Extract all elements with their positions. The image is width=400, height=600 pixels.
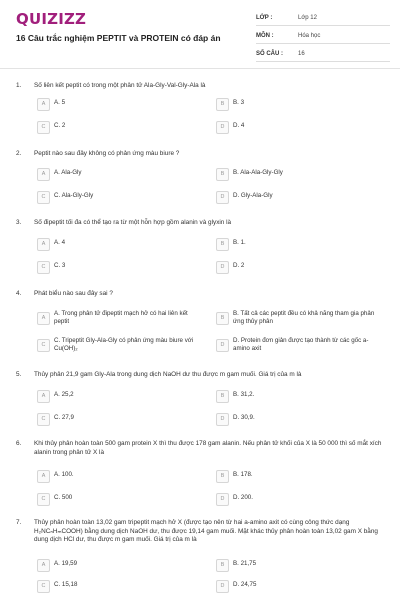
page-title: 16 Câu trắc nghiệm PEPTIT và PROTEIN có đáp án xyxy=(16,33,221,43)
option-badge: C xyxy=(37,413,50,426)
option-badge: C xyxy=(37,580,50,593)
option-badge: A xyxy=(37,238,50,251)
question-text: Số liên kết peptit có trong một phân tử Ala-Gly-Val-Gly-Ala là xyxy=(34,82,206,89)
option-d[interactable] xyxy=(216,261,386,275)
option-text: D. 24,75 xyxy=(233,581,257,588)
option-b[interactable] xyxy=(216,390,386,404)
option-badge: D xyxy=(216,261,229,274)
option-text: B. 3 xyxy=(233,99,245,106)
meta-value: Lớp 12 xyxy=(298,15,317,21)
option-badge: D xyxy=(216,413,229,426)
option-text: D. Gly-Ala-Gly xyxy=(233,192,273,199)
option-d[interactable] xyxy=(216,493,386,507)
option-text: C. 15,18 xyxy=(54,581,78,588)
option-text: C. 2 xyxy=(54,122,66,129)
question-number: 4. xyxy=(16,290,22,297)
option-a[interactable] xyxy=(37,238,207,252)
option-d[interactable] xyxy=(216,191,386,205)
option-b[interactable] xyxy=(216,238,386,252)
option-badge: A xyxy=(37,98,50,111)
meta-panel xyxy=(256,11,390,65)
header-divider xyxy=(0,68,400,69)
option-badge: D xyxy=(216,191,229,204)
meta-label: LỚP : xyxy=(256,15,273,21)
option-text: D. Protein đơn giản được tạo thành từ các gốc a-amino axit xyxy=(233,337,369,352)
option-badge: D xyxy=(216,121,229,134)
meta-row-subject xyxy=(256,29,390,44)
question-number: 6. xyxy=(16,440,22,447)
option-b[interactable] xyxy=(216,98,386,112)
option-badge: A xyxy=(37,390,50,403)
option-text: C. Ala-Gly-Gly xyxy=(54,192,94,199)
option-text: C. 500 xyxy=(54,494,73,501)
option-badge: B xyxy=(216,98,229,111)
option-badge: B xyxy=(216,238,229,251)
option-text: B. 21,75 xyxy=(233,560,257,567)
option-text: A. 19,59 xyxy=(54,560,78,567)
question-number: 2. xyxy=(16,150,22,157)
meta-value: 16 xyxy=(298,51,305,57)
option-text: C. 27,9 xyxy=(54,414,74,421)
question-text: Thủy phân hoàn toàn 13,02 gam tripeptit mạch hở X (được tạo nên từ hai a-amino axit có cùng công thức dạng H₂NCₙHₘCOOH) bằng dung dịch NaOH dư, thu được 19,14 gam muối. Mặt khác thủy phân hoàn toàn 13,02 gam X bằng dung dịch HCl dư, thu được m gam muối. Giá trị của m là xyxy=(34,519,378,544)
option-badge: D xyxy=(216,339,229,352)
meta-label: SỐ CÂU : xyxy=(256,51,283,57)
option-text: B. 1. xyxy=(233,239,246,246)
option-text: D. 2 xyxy=(233,262,245,269)
option-text: C. 3 xyxy=(54,262,66,269)
option-text: A. Ala-Gly xyxy=(54,169,82,176)
meta-row-count xyxy=(256,47,390,62)
option-c[interactable] xyxy=(37,191,207,205)
option-badge: C xyxy=(37,339,50,352)
option-c[interactable] xyxy=(37,493,207,507)
option-c[interactable] xyxy=(37,336,207,354)
option-text: C. Tripeptit Gly-Ala-Gly có phản ứng màu biure với Cu(OH)₂ xyxy=(54,337,194,352)
option-text: D. 200. xyxy=(233,494,253,501)
option-badge: D xyxy=(216,493,229,506)
option-badge: C xyxy=(37,261,50,274)
option-badge: D xyxy=(216,580,229,593)
question-text: Thủy phân 21,9 gam Gly-Ala trong dung dịch NaOH dư thu được m gam muối. Giá trị của m là xyxy=(34,371,302,378)
option-c[interactable] xyxy=(37,580,207,594)
meta-label: MÔN : xyxy=(256,33,274,39)
option-badge: B xyxy=(216,390,229,403)
option-text: A. 100. xyxy=(54,471,74,478)
option-badge: C xyxy=(37,121,50,134)
option-text: A. 5 xyxy=(54,99,66,106)
option-a[interactable] xyxy=(37,309,207,327)
question-number: 7. xyxy=(16,519,22,526)
meta-row-class xyxy=(256,11,390,26)
option-text: D. 4 xyxy=(233,122,245,129)
option-text: B. 178. xyxy=(233,471,253,478)
option-text: B. 31,2. xyxy=(233,391,255,398)
option-d[interactable] xyxy=(216,580,386,594)
question-number: 1. xyxy=(16,82,22,89)
question-text: Peptit nào sau đây không có phản ứng màu biure ? xyxy=(34,150,180,157)
option-text: B. Tất cả các peptit đều có khả năng tham gia phản ứng thủy phân xyxy=(233,310,375,325)
option-a[interactable] xyxy=(37,470,207,484)
option-d[interactable] xyxy=(216,413,386,427)
meta-value: Hóa học xyxy=(298,33,321,39)
option-text: D. 30,9. xyxy=(233,414,255,421)
option-a[interactable] xyxy=(37,168,207,182)
option-a[interactable] xyxy=(37,390,207,404)
quizizz-logo[interactable]: QUIZIZZ xyxy=(16,10,87,28)
option-text: B. Ala-Ala-Gly-Gly xyxy=(233,169,283,176)
question-text: Khi thủy phân hoàn toàn 500 gam protein X thì thu được 178 gam alanin. Nếu phân tử khối của X là 50 000 thì số mắt xích alanin trong phân tử X là xyxy=(34,440,382,456)
question-number: 3. xyxy=(16,219,22,226)
option-badge: A xyxy=(37,559,50,572)
option-c[interactable] xyxy=(37,413,207,427)
option-badge: B xyxy=(216,168,229,181)
question-text: Số đipeptit tối đa có thể tạo ra từ một hỗn hợp gồm alanin và glyxin là xyxy=(34,219,232,226)
option-text: A. Trong phân tử đipeptit mạch hở có hai liên kết peptit xyxy=(54,310,188,325)
header xyxy=(0,0,400,64)
option-c[interactable] xyxy=(37,121,207,135)
option-badge: C xyxy=(37,493,50,506)
option-text: A. 4 xyxy=(54,239,66,246)
option-b[interactable] xyxy=(216,559,386,573)
option-badge: A xyxy=(37,168,50,181)
option-text: A. 25,2 xyxy=(54,391,74,398)
option-b[interactable] xyxy=(216,309,386,327)
option-badge: B xyxy=(216,470,229,483)
option-badge: B xyxy=(216,312,229,325)
question-number: 5. xyxy=(16,371,22,378)
option-badge: A xyxy=(37,470,50,483)
option-d[interactable] xyxy=(216,336,386,354)
option-badge: A xyxy=(37,312,50,325)
option-d[interactable] xyxy=(216,121,386,135)
option-c[interactable] xyxy=(37,261,207,275)
option-b[interactable] xyxy=(216,168,386,182)
option-badge: C xyxy=(37,191,50,204)
question-text: Phát biểu nào sau đây sai ? xyxy=(34,290,113,297)
option-b[interactable] xyxy=(216,470,386,484)
option-a[interactable] xyxy=(37,559,207,573)
option-a[interactable] xyxy=(37,98,207,112)
option-badge: B xyxy=(216,559,229,572)
